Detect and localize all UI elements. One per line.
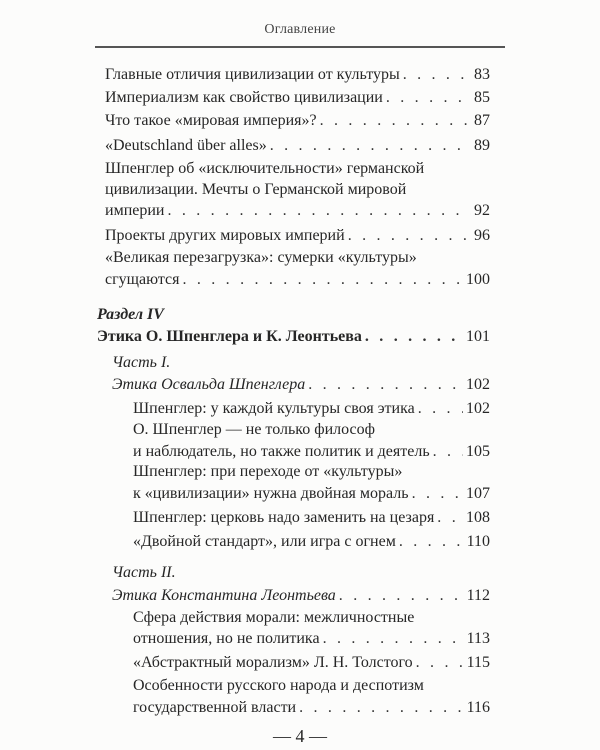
toc-entry[interactable] bbox=[133, 441, 490, 463]
page-ref: 107 bbox=[466, 485, 490, 502]
toc-entry[interactable] bbox=[105, 225, 490, 247]
entry-title: Империализм как свойство цивилизации bbox=[105, 89, 383, 106]
page-ref: 112 bbox=[466, 587, 490, 604]
toc-entry[interactable] bbox=[133, 628, 490, 650]
dot-leader bbox=[320, 110, 471, 132]
part-label: Часть II. bbox=[112, 564, 176, 581]
page-number: — 4 — bbox=[273, 726, 327, 746]
dot-leader bbox=[399, 531, 464, 553]
page-ref: 116 bbox=[466, 699, 490, 716]
page-ref: 101 bbox=[466, 328, 490, 345]
entry-line: Сфера действия морали: межличностные bbox=[133, 609, 415, 626]
dot-leader bbox=[412, 483, 463, 505]
entry-title: «Абстрактный морализм» Л. Н. Толстого bbox=[133, 654, 413, 671]
dot-leader bbox=[418, 398, 463, 420]
page-ref: 87 bbox=[474, 112, 490, 129]
toc-entry[interactable] bbox=[133, 531, 490, 553]
entry-title: Проекты других мировых империй bbox=[105, 227, 345, 244]
entry-title: империи bbox=[105, 202, 165, 219]
toc-entry[interactable] bbox=[105, 135, 490, 157]
entry-title: Главные отличия цивилизации от культуры bbox=[105, 66, 400, 83]
part-label: Часть I. bbox=[112, 354, 171, 371]
entry-line: Шпенглер об «исключительности» германской bbox=[105, 160, 425, 177]
page-ref: 102 bbox=[466, 400, 490, 417]
entry-title: «Двойной стандарт», или игра с огнем bbox=[133, 533, 396, 550]
page-ref: 115 bbox=[466, 654, 490, 671]
part-title: Этика Освальда Шпенглера bbox=[112, 376, 306, 393]
part-entry[interactable] bbox=[112, 374, 490, 396]
entry-title: Шпенглер: церковь надо заменить на цезаря bbox=[133, 509, 435, 526]
page-ref: 110 bbox=[466, 533, 490, 550]
section-label: Раздел IV bbox=[97, 306, 164, 323]
entry-title: государственной власти bbox=[133, 699, 297, 716]
dot-leader bbox=[437, 507, 463, 529]
entry-line: «Великая перезагрузка»: сумерки «культуры» bbox=[105, 249, 417, 266]
page-ref: 113 bbox=[466, 630, 490, 647]
page-ref: 105 bbox=[466, 443, 490, 460]
running-header: Оглавление bbox=[264, 22, 336, 37]
page-ref: 83 bbox=[474, 66, 490, 83]
entry-title: и наблюдатель, но также политик и деятель bbox=[133, 443, 430, 460]
page-ref: 96 bbox=[474, 227, 490, 244]
entry-line: Шпенглер: при переходе от «культуры» bbox=[133, 463, 403, 480]
toc-entry[interactable] bbox=[133, 507, 490, 529]
part-title: Этика Константина Леонтьева bbox=[112, 587, 336, 604]
page-ref: 89 bbox=[474, 137, 490, 154]
toc-entry[interactable] bbox=[133, 483, 490, 505]
dot-leader bbox=[416, 652, 464, 674]
entry-title: отношения, но не политика bbox=[133, 630, 320, 647]
toc-entry[interactable] bbox=[133, 697, 490, 719]
section-entry[interactable] bbox=[97, 326, 490, 348]
section-title: Этика О. Шпенглера и К. Леонтьева bbox=[97, 328, 362, 345]
toc-entry[interactable] bbox=[105, 110, 490, 132]
entry-title: «Deutschland über alles» bbox=[105, 137, 267, 154]
entry-line: О. Шпенглер — не только философ bbox=[133, 421, 376, 438]
toc-entry[interactable] bbox=[105, 269, 490, 291]
page-ref: 102 bbox=[466, 376, 490, 393]
entry-line: Особенности русского народа и деспотизм bbox=[133, 677, 424, 694]
part-entry[interactable] bbox=[112, 585, 490, 607]
entry-title: Шпенглер: у каждой культуры своя этика bbox=[133, 400, 415, 417]
dot-leader bbox=[386, 87, 471, 109]
dot-leader bbox=[403, 64, 471, 86]
header-rule bbox=[95, 46, 505, 48]
entry-title: к «цивилизации» нужна двойная мораль bbox=[133, 485, 409, 502]
page-ref: 92 bbox=[474, 202, 490, 219]
toc-entry[interactable] bbox=[133, 398, 490, 420]
toc-entry[interactable] bbox=[105, 87, 490, 109]
entry-title: Что такое «мировая империя»? bbox=[105, 112, 317, 129]
dot-leader bbox=[270, 135, 471, 157]
entry-line: цивилизации. Мечты о Германской мировой bbox=[105, 181, 407, 198]
dot-leader bbox=[339, 585, 464, 607]
toc-entry[interactable] bbox=[133, 652, 490, 674]
dot-leader bbox=[323, 628, 464, 650]
page-ref: 100 bbox=[466, 271, 490, 288]
dot-leader bbox=[299, 697, 463, 719]
page-ref: 85 bbox=[474, 89, 490, 106]
toc-entry[interactable] bbox=[105, 200, 490, 222]
dot-leader bbox=[433, 441, 463, 463]
entry-title: сгущаются bbox=[105, 271, 180, 288]
dot-leader bbox=[182, 269, 463, 291]
toc-entry[interactable] bbox=[105, 64, 490, 86]
dot-leader bbox=[365, 326, 463, 348]
page-ref: 108 bbox=[466, 509, 490, 526]
dot-leader bbox=[348, 225, 471, 247]
dot-leader bbox=[167, 200, 471, 222]
dot-leader bbox=[308, 374, 463, 396]
